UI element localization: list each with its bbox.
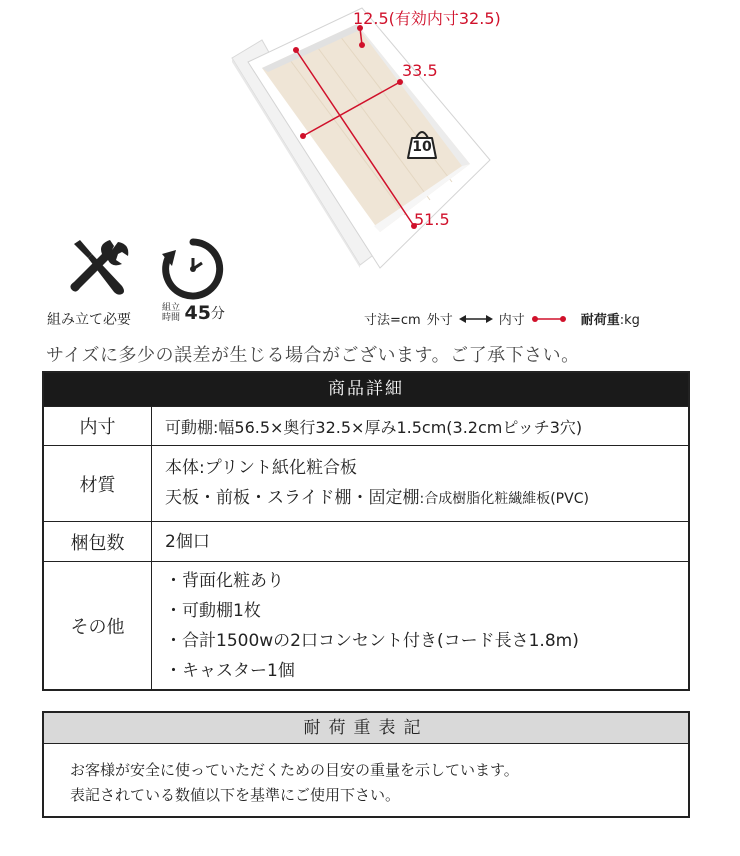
time-label-bottom: 時間: [162, 313, 181, 323]
load-badge-value: 10: [412, 139, 432, 155]
row-label: その他: [44, 562, 152, 689]
tools-icon: [68, 236, 132, 300]
legend-load-unit: :kg: [619, 313, 640, 328]
table-row: [44, 406, 688, 445]
load-notice-line: お客様が安全に使っていただくための目安の重量を示しています。: [70, 761, 519, 779]
legend-inner: 内寸: [498, 313, 525, 328]
assembly-time: [162, 302, 225, 324]
clock-icon: [160, 236, 226, 302]
row-value: 可動棚:幅56.5×奥行32.5×厚み1.5cm(3.2cmピッチ3穴): [165, 417, 583, 437]
red-dot-line-icon: [531, 314, 567, 324]
dimension-legend: [364, 309, 640, 328]
spec-title: 商品詳細: [44, 373, 688, 406]
row-value: 天板・前板・スライド棚・固定棚: [165, 488, 420, 508]
dimension-height: 33.5: [402, 61, 438, 80]
list-item: ・キャスター1個: [165, 660, 295, 681]
assembly-caption: 組み立て必要: [47, 312, 131, 328]
row-value: 本体:プリント紙化粧合板: [165, 458, 358, 478]
legend-unit: 寸法=cm: [364, 313, 421, 328]
row-label: 梱包数: [44, 522, 152, 561]
table-row: [44, 521, 688, 561]
spec-table: [42, 371, 690, 691]
dimension-width: 51.5: [414, 210, 450, 229]
time-value: 45: [184, 302, 211, 324]
row-value-sub: :合成樹脂化粧繊維板(PVC): [419, 491, 589, 507]
legend-outer: 外寸: [426, 313, 453, 328]
dimension-depth: 12.5(有効内寸32.5): [353, 9, 501, 28]
row-label: 材質: [44, 446, 152, 521]
legend-load: 耐荷重: [580, 313, 620, 328]
load-notice: [42, 711, 690, 818]
row-value: 2個口: [165, 531, 210, 552]
time-unit: 分: [210, 306, 225, 322]
table-row: [44, 445, 688, 521]
table-row: [44, 561, 688, 689]
double-arrow-icon: [459, 314, 493, 324]
list-item: ・背面化粧あり: [165, 570, 284, 591]
load-notice-line: 表記されている数値以下を基準にご使用下さい。: [70, 786, 401, 804]
size-disclaimer: サイズに多少の誤差が生じる場合がございます。ご了承下さい。: [46, 345, 580, 366]
row-label: 内寸: [44, 407, 152, 445]
list-item: ・合計1500wの2口コンセント付き(コード長さ1.8m): [165, 630, 579, 651]
list-item: ・可動棚1枚: [165, 600, 261, 621]
load-notice-title: 耐荷重表記: [44, 713, 688, 744]
time-label-top: 組立: [162, 303, 181, 313]
